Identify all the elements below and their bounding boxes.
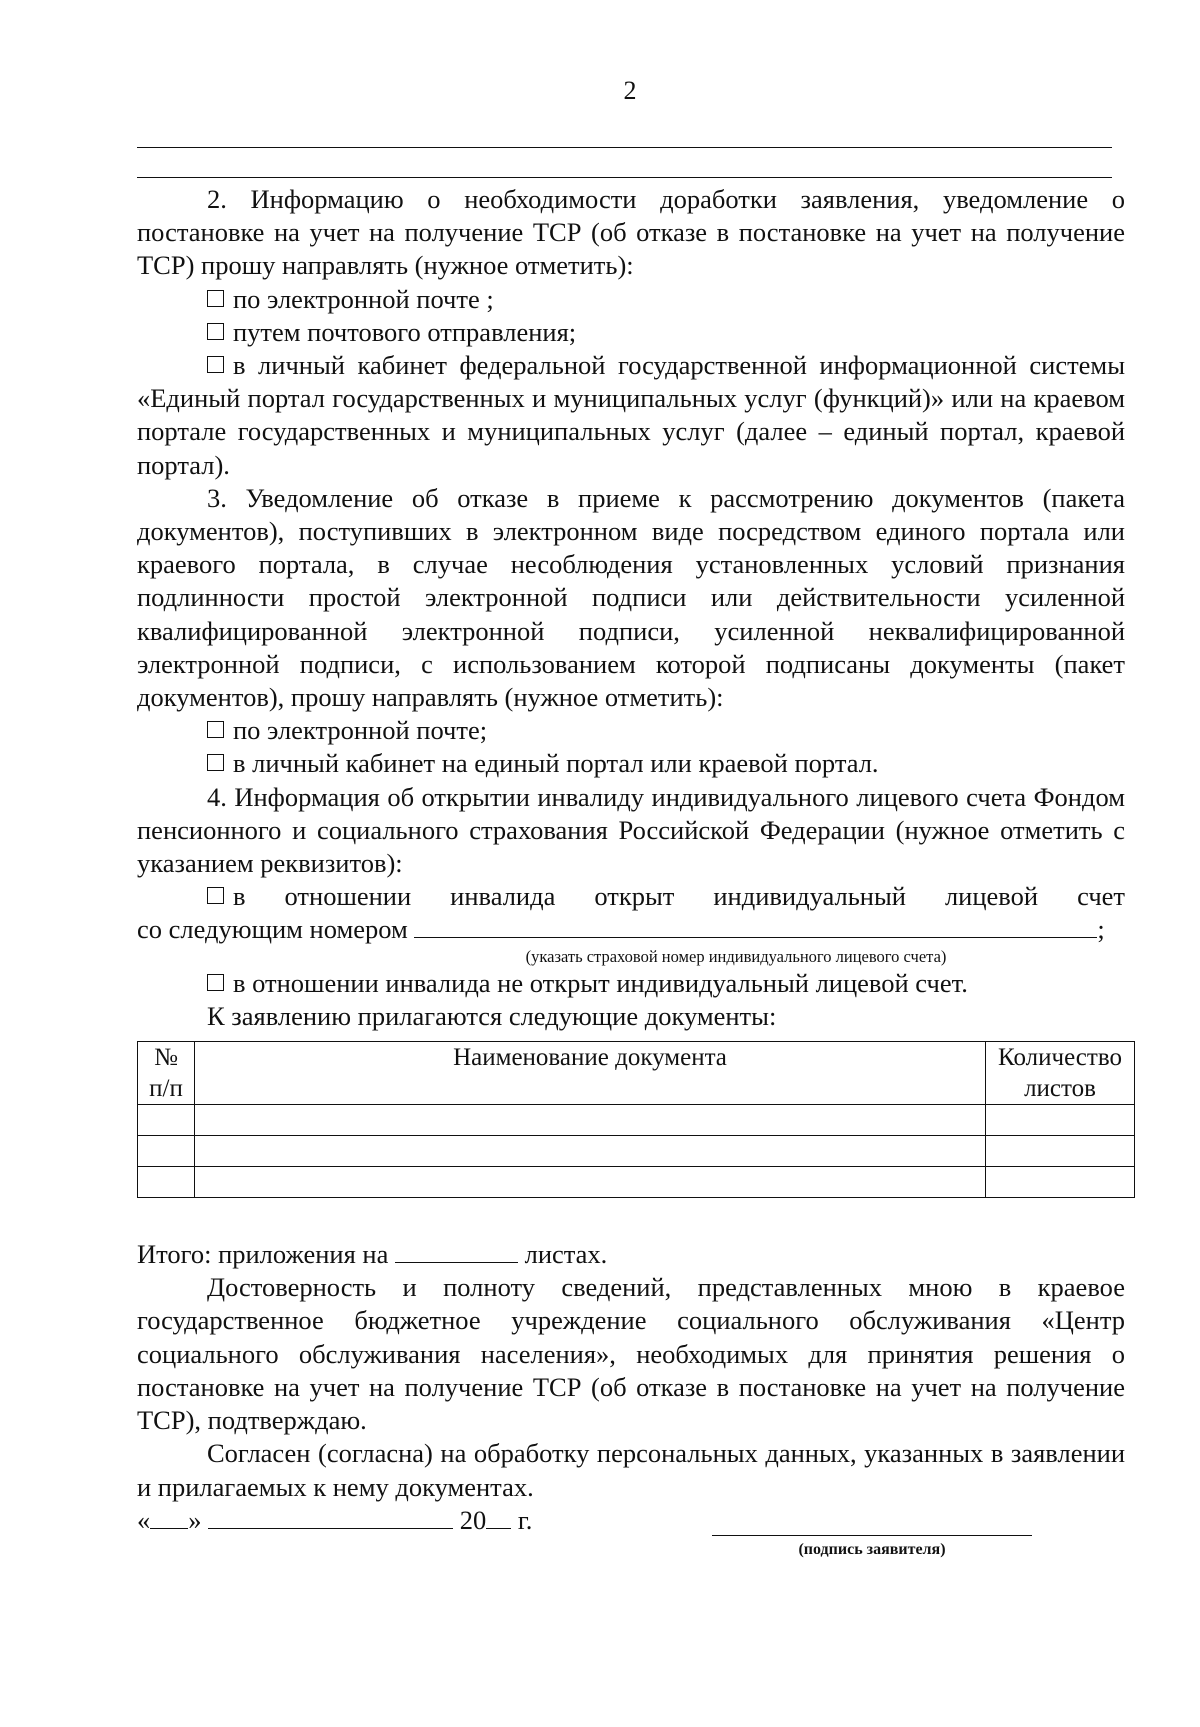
signature-field[interactable] xyxy=(712,1510,1032,1536)
table-cell[interactable] xyxy=(986,1136,1135,1167)
section-2-option-post: путем почтового отправления; xyxy=(207,316,1125,349)
account-number-caption: (указать страховой номер индивидуального лицевого счета) xyxy=(525,946,947,966)
table-cell[interactable] xyxy=(138,1105,195,1136)
section-2-option-email: по электронной почте ; xyxy=(207,283,1125,316)
table-row xyxy=(138,1105,1135,1136)
section-3-option-portal: в личный кабинет на единый портал или краевой портал. xyxy=(207,747,1125,780)
table-row xyxy=(138,1167,1135,1198)
section-4-option-not-opened: в отношении инвалида не открыт индивидуальный лицевой счет. xyxy=(207,967,1125,1000)
table-cell[interactable] xyxy=(986,1105,1135,1136)
table-cell[interactable] xyxy=(138,1167,195,1198)
day-field[interactable] xyxy=(150,1528,188,1529)
header-rule-2 xyxy=(137,177,1112,178)
section-3-intro: 3. Уведомление об отказе в приеме к рассмотрению документов (пакета документов), поступивших в электронном виде посредством единого портала или краевого портала, в случае несоблюдения установленных условий признания подлинности простой электронной подписи или действительности усиленной квалифицированной электронной подписи, усиленной неквалифицированной электронной подписи, с использованием которой подписаны документы (пакет документов), прошу направлять (нужное отметить): xyxy=(137,482,1125,713)
attachments-table xyxy=(137,1041,1135,1198)
year-field[interactable] xyxy=(486,1528,511,1529)
page-number: 2 xyxy=(623,76,637,105)
table-cell[interactable] xyxy=(986,1167,1135,1198)
table-cell[interactable] xyxy=(195,1136,986,1167)
confirmation-paragraph: Достоверность и полноту сведений, представленных мною в краевое государственное бюджетное учреждение социального обслуживания «Центр социального обслуживания населения», необходимых для принятия решения о постановке на учет на получение ТСР (об отказе в постановке на учет на получение ТСР), подтверждаю. xyxy=(137,1272,1125,1436)
column-header-sheet-count: Количество листов xyxy=(986,1042,1135,1105)
section-2-option-portal: в личный кабинет федеральной государственной информационной системы «Единый портал государственных и муниципальных услуг (функций)» или на краевом портале государственных и муниципальных услуг (далее – единый портал, краевой портал). xyxy=(137,350,1125,480)
table-row xyxy=(138,1136,1135,1167)
column-header-number: № п/п xyxy=(138,1042,195,1105)
account-number-field[interactable] xyxy=(414,937,1097,938)
column-header-document-name: Наименование документа xyxy=(195,1042,986,1105)
consent-paragraph: Согласен (согласна) на обработку персональных данных, указанных в заявлении и прилагаемых к нему документах. xyxy=(137,1438,1125,1502)
table-cell[interactable] xyxy=(195,1167,986,1198)
date-signature-line xyxy=(137,1504,1125,1540)
attachments-intro: К заявлению прилагаются следующие документы: xyxy=(207,1000,777,1031)
signature-caption: (подпись заявителя) xyxy=(798,1540,946,1558)
section-3-option-email: по электронной почте; xyxy=(207,714,1125,747)
section-4-intro: 4. Информация об открытии инвалиду индивидуального лицевого счета Фондом пенсионного и социального страхования Российской Федерации (нужное отметить с указанием реквизитов): xyxy=(137,781,1125,879)
table-cell[interactable] xyxy=(138,1136,195,1167)
header-rule-1 xyxy=(137,147,1112,148)
checkbox-icon[interactable] xyxy=(207,290,224,307)
checkbox-icon[interactable] xyxy=(207,754,224,771)
section-4-option-opened: в отношении инвалида открыт индивидуальный лицевой счет xyxy=(137,880,1125,913)
table-header-row xyxy=(138,1042,1135,1105)
month-field[interactable] xyxy=(208,1528,453,1529)
document-body xyxy=(137,183,1125,1560)
total-line: Итого: приложения на листах. xyxy=(137,1239,608,1270)
total-sheets-field[interactable] xyxy=(395,1262,518,1263)
checkbox-icon[interactable] xyxy=(207,721,224,738)
account-number-line: со следующим номером ; xyxy=(137,914,1105,945)
table-cell[interactable] xyxy=(195,1105,986,1136)
checkbox-icon[interactable] xyxy=(207,887,224,904)
section-2-intro: 2. Информацию о необходимости доработки заявления, уведомление о постановке на учет на получение ТСР (об отказе в постановке на учет на получение ТСР) прошу направлять (нужное отметить): xyxy=(137,184,1125,281)
checkbox-icon[interactable] xyxy=(207,356,224,373)
checkbox-icon[interactable] xyxy=(207,323,224,340)
date-field: « » 20 г. xyxy=(137,1504,533,1535)
checkbox-icon[interactable] xyxy=(207,974,224,991)
